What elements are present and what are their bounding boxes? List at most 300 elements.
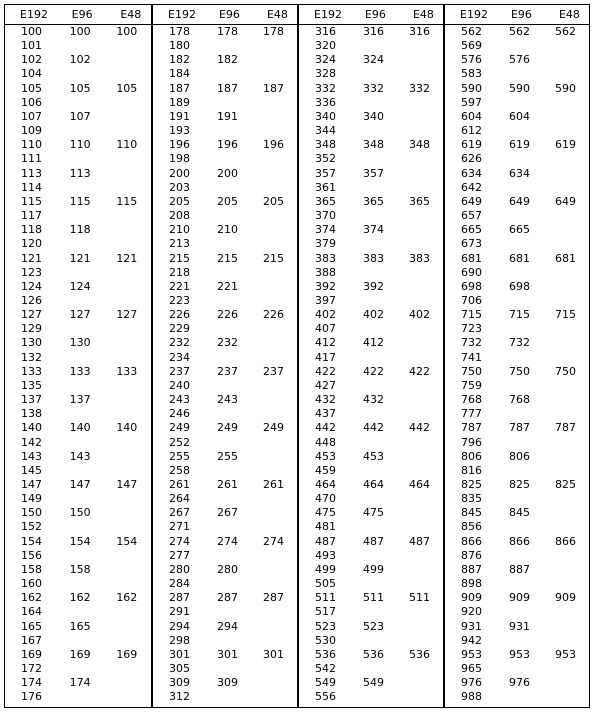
column-e48 [541, 25, 589, 707]
value-cell: 178 [262, 25, 284, 38]
block-body [445, 25, 589, 707]
value-cell [54, 181, 103, 195]
value-cell: 124 [69, 279, 91, 293]
value-cell: 184 [169, 67, 190, 81]
value-cell: 154 [69, 534, 91, 548]
value-cell [347, 549, 395, 563]
value-cell [102, 577, 151, 591]
value-cell: 499 [362, 562, 384, 576]
column-e192 [445, 25, 493, 707]
value-cell: 287 [262, 591, 284, 605]
value-cell: 619 [508, 138, 530, 152]
value-cell [347, 209, 395, 223]
value-cell [249, 181, 297, 195]
value-cell: 261 [262, 478, 284, 491]
value-cell [201, 690, 249, 704]
value-cell [102, 662, 151, 676]
value-cell [249, 379, 297, 393]
value-cell: 105 [69, 81, 91, 95]
value-cell: 309 [216, 676, 238, 690]
value-cell [347, 379, 395, 393]
value-cell [201, 549, 249, 563]
value-cell: 226 [169, 308, 190, 322]
value-cell [249, 563, 297, 577]
value-cell: 715 [508, 308, 530, 322]
value-cell [493, 464, 541, 478]
value-cell: 357 [315, 166, 336, 180]
value-cell: 856 [461, 520, 482, 534]
value-cell: 147 [116, 478, 138, 491]
value-cell: 499 [315, 562, 336, 576]
value-cell [102, 152, 151, 166]
value-cell: 107 [21, 109, 42, 123]
value-cell: 876 [461, 548, 482, 562]
value-cell [493, 294, 541, 308]
value-cell [201, 96, 249, 110]
value-cell [541, 39, 589, 53]
value-cell: 111 [21, 152, 42, 166]
value-cell [54, 96, 103, 110]
value-cell: 164 [21, 605, 42, 619]
value-cell [541, 67, 589, 81]
value-cell: 556 [315, 690, 336, 704]
value-cell: 576 [461, 53, 482, 67]
value-cell [347, 237, 395, 251]
value-cell [493, 605, 541, 619]
value-cell: 787 [508, 421, 530, 435]
header-row [299, 5, 443, 25]
value-cell: 102 [69, 53, 91, 67]
value-cell: 965 [461, 662, 482, 676]
value-cell: 383 [315, 251, 336, 265]
value-cell: 137 [21, 393, 42, 407]
column-header-e48: E48 [266, 8, 288, 21]
value-cell: 365 [315, 194, 336, 208]
value-cell: 240 [169, 378, 190, 392]
value-cell: 221 [216, 279, 238, 293]
value-cell: 417 [315, 350, 336, 364]
value-cell: 126 [21, 293, 42, 307]
value-cell: 316 [315, 25, 336, 38]
value-cell: 121 [116, 251, 138, 265]
value-cell: 698 [508, 279, 530, 293]
value-cell: 180 [169, 39, 190, 53]
value-cell: 205 [169, 194, 190, 208]
value-cell: 511 [315, 591, 336, 605]
value-cell: 255 [169, 449, 190, 463]
value-cell [54, 634, 103, 648]
value-cell [395, 96, 443, 110]
value-cell: 453 [315, 449, 336, 463]
value-cell [102, 690, 151, 704]
value-cell [54, 662, 103, 676]
value-cell [54, 237, 103, 251]
value-cell: 226 [262, 308, 284, 322]
value-cell [347, 690, 395, 704]
value-cell: 130 [69, 336, 91, 350]
column-e192 [299, 25, 347, 707]
value-cell: 887 [508, 562, 530, 576]
value-cell [395, 520, 443, 534]
value-cell [54, 464, 103, 478]
value-cell: 442 [408, 421, 430, 435]
block-body [153, 25, 297, 707]
column-header-e48: E48 [120, 8, 142, 21]
value-cell [347, 577, 395, 591]
value-cell: 124 [21, 279, 42, 293]
value-cell: 536 [362, 647, 384, 661]
value-cell [541, 620, 589, 634]
value-cell: 816 [461, 463, 482, 477]
value-cell [493, 520, 541, 534]
value-cell: 787 [461, 421, 482, 435]
value-cell: 383 [362, 251, 384, 265]
value-cell: 475 [315, 506, 336, 520]
value-cell: 267 [216, 506, 238, 520]
value-cell: 187 [169, 81, 190, 95]
value-cell: 487 [362, 534, 384, 548]
value-cell [541, 464, 589, 478]
value-cell: 149 [21, 492, 42, 506]
value-cell [102, 110, 151, 124]
value-cell: 237 [216, 364, 238, 378]
value-cell: 100 [69, 25, 91, 38]
value-cell: 258 [169, 463, 190, 477]
value-cell [395, 393, 443, 407]
value-cell: 154 [21, 534, 42, 548]
value-cell: 402 [315, 308, 336, 322]
value-cell [201, 662, 249, 676]
value-cell [201, 266, 249, 280]
column-header-e48: E48 [558, 8, 580, 21]
value-cell: 189 [169, 95, 190, 109]
value-cell [201, 209, 249, 223]
value-cell [249, 53, 297, 67]
value-cell: 397 [315, 293, 336, 307]
value-cell: 634 [508, 166, 530, 180]
value-cell: 169 [116, 647, 138, 661]
value-cell [102, 322, 151, 336]
value-cell: 154 [116, 534, 138, 548]
value-cell: 143 [21, 449, 42, 463]
value-cell: 162 [21, 591, 42, 605]
value-cell: 796 [461, 435, 482, 449]
value-cell: 866 [508, 534, 530, 548]
value-cell [347, 181, 395, 195]
value-cell [249, 620, 297, 634]
value-cell: 301 [262, 647, 284, 661]
value-cell: 152 [21, 520, 42, 534]
value-cell: 110 [21, 138, 42, 152]
column-header-e192: E192 [168, 8, 196, 21]
value-cell: 280 [169, 562, 190, 576]
value-cell [102, 379, 151, 393]
value-cell [201, 407, 249, 421]
value-cell [347, 407, 395, 421]
value-cell [102, 209, 151, 223]
value-cell: 274 [216, 534, 238, 548]
value-cell [249, 67, 297, 81]
value-cell: 130 [21, 336, 42, 350]
value-cell: 787 [554, 421, 576, 435]
value-cell [102, 53, 151, 67]
value-cell: 953 [508, 647, 530, 661]
value-cell [395, 662, 443, 676]
value-cell: 464 [408, 478, 430, 491]
value-cell [102, 39, 151, 53]
value-cell: 777 [461, 407, 482, 421]
value-cell [102, 351, 151, 365]
value-cell: 316 [362, 25, 384, 38]
value-cell [249, 393, 297, 407]
value-cell [541, 266, 589, 280]
value-cell [395, 280, 443, 294]
value-cell [347, 67, 395, 81]
value-cell [54, 266, 103, 280]
value-cell: 324 [362, 53, 384, 67]
value-cell [395, 379, 443, 393]
value-cell [493, 690, 541, 704]
value-cell: 267 [169, 506, 190, 520]
value-cell [395, 605, 443, 619]
value-cell: 232 [216, 336, 238, 350]
value-cell: 866 [554, 534, 576, 548]
value-cell [201, 634, 249, 648]
value-cell: 107 [69, 109, 91, 123]
value-cell: 196 [216, 138, 238, 152]
value-cell: 768 [461, 393, 482, 407]
value-cell: 150 [21, 506, 42, 520]
value-cell: 649 [508, 194, 530, 208]
value-cell: 156 [21, 548, 42, 562]
table-block-4 [443, 5, 589, 707]
value-cell [395, 294, 443, 308]
value-cell [201, 351, 249, 365]
value-cell: 422 [362, 364, 384, 378]
value-cell [395, 492, 443, 506]
value-cell [541, 237, 589, 251]
value-cell: 178 [169, 25, 190, 38]
value-cell: 174 [69, 676, 91, 690]
value-cell [395, 223, 443, 237]
value-cell [493, 266, 541, 280]
value-cell [493, 379, 541, 393]
value-cell: 121 [69, 251, 91, 265]
value-cell [249, 690, 297, 704]
value-cell: 898 [461, 577, 482, 591]
value-cell: 205 [216, 194, 238, 208]
value-cell: 294 [169, 619, 190, 633]
value-cell: 448 [315, 435, 336, 449]
value-cell [493, 322, 541, 336]
value-cell: 101 [21, 39, 42, 53]
value-cell: 100 [116, 25, 138, 38]
value-cell: 147 [69, 478, 91, 491]
value-cell: 681 [554, 251, 576, 265]
value-cell: 866 [461, 534, 482, 548]
column-e48 [249, 25, 297, 707]
value-cell [493, 351, 541, 365]
value-cell [249, 280, 297, 294]
value-cell: 143 [69, 449, 91, 463]
value-cell: 165 [69, 619, 91, 633]
value-cell [541, 96, 589, 110]
value-cell: 422 [408, 364, 430, 378]
value-cell: 374 [362, 223, 384, 237]
value-cell [102, 393, 151, 407]
value-cell [493, 436, 541, 450]
value-cell [395, 563, 443, 577]
value-cell: 316 [408, 25, 430, 38]
value-cell: 392 [362, 279, 384, 293]
value-cell [102, 124, 151, 138]
value-cell: 237 [169, 364, 190, 378]
column-e96 [54, 25, 103, 707]
value-cell [249, 209, 297, 223]
value-cell: 530 [315, 633, 336, 647]
value-cell: 271 [169, 520, 190, 534]
column-header-e192: E192 [314, 8, 342, 21]
value-cell: 205 [262, 194, 284, 208]
value-cell: 305 [169, 662, 190, 676]
value-cell: 127 [69, 308, 91, 322]
header-row [445, 5, 589, 25]
value-cell [54, 492, 103, 506]
value-cell: 165 [21, 619, 42, 633]
value-cell [395, 167, 443, 181]
value-cell [201, 67, 249, 81]
value-cell: 562 [508, 25, 530, 38]
value-cell [102, 563, 151, 577]
value-cell [395, 407, 443, 421]
value-cell: 160 [21, 577, 42, 591]
value-cell: 280 [216, 562, 238, 576]
table-block-3 [297, 5, 443, 707]
value-cell [541, 436, 589, 450]
value-cell: 427 [315, 378, 336, 392]
value-cell: 158 [69, 562, 91, 576]
value-cell: 741 [461, 350, 482, 364]
value-cell [541, 167, 589, 181]
value-cell [249, 124, 297, 138]
value-cell: 203 [169, 180, 190, 194]
value-cell: 432 [315, 393, 336, 407]
value-cell [102, 280, 151, 294]
value-cell: 261 [169, 478, 190, 491]
value-cell [395, 549, 443, 563]
value-cell [201, 436, 249, 450]
value-cell: 931 [508, 619, 530, 633]
value-cell: 213 [169, 237, 190, 251]
value-cell: 590 [461, 81, 482, 95]
value-cell [541, 520, 589, 534]
value-cell: 226 [216, 308, 238, 322]
value-cell: 909 [554, 591, 576, 605]
value-cell: 150 [69, 506, 91, 520]
value-cell [541, 53, 589, 67]
value-cell: 642 [461, 180, 482, 194]
value-cell: 536 [315, 647, 336, 661]
value-cell [201, 379, 249, 393]
value-cell [102, 676, 151, 690]
value-cell [54, 39, 103, 53]
value-cell: 612 [461, 124, 482, 138]
value-cell [493, 152, 541, 166]
column-e192 [153, 25, 201, 707]
value-cell: 383 [408, 251, 430, 265]
value-cell [395, 351, 443, 365]
value-cell [102, 181, 151, 195]
value-cell [541, 506, 589, 520]
value-cell: 118 [21, 223, 42, 237]
value-cell [541, 407, 589, 421]
value-cell: 336 [315, 95, 336, 109]
column-header-e96: E96 [510, 8, 532, 21]
value-cell: 169 [69, 647, 91, 661]
value-cell: 511 [362, 591, 384, 605]
value-cell: 732 [508, 336, 530, 350]
value-cell [395, 209, 443, 223]
value-cell [54, 549, 103, 563]
value-cell: 690 [461, 265, 482, 279]
value-cell: 681 [461, 251, 482, 265]
value-cell [541, 152, 589, 166]
value-cell: 328 [315, 67, 336, 81]
value-cell: 750 [508, 364, 530, 378]
value-cell [249, 506, 297, 520]
value-cell: 619 [554, 138, 576, 152]
value-cell: 649 [554, 194, 576, 208]
value-cell [395, 464, 443, 478]
column-e96 [493, 25, 541, 707]
value-cell: 215 [216, 251, 238, 265]
value-cell [249, 605, 297, 619]
value-cell [347, 520, 395, 534]
value-cell: 357 [362, 166, 384, 180]
value-cell: 487 [315, 534, 336, 548]
value-cell: 221 [169, 279, 190, 293]
value-cell [201, 605, 249, 619]
value-cell: 118 [69, 223, 91, 237]
value-cell: 162 [69, 591, 91, 605]
value-cell: 187 [262, 81, 284, 95]
value-cell: 422 [315, 364, 336, 378]
value-cell [347, 266, 395, 280]
value-cell: 976 [461, 676, 482, 690]
value-cell: 109 [21, 124, 42, 138]
value-cell [541, 690, 589, 704]
value-cell [249, 237, 297, 251]
value-cell: 332 [362, 81, 384, 95]
value-cell: 264 [169, 492, 190, 506]
value-cell [249, 322, 297, 336]
value-cell: 370 [315, 209, 336, 223]
value-cell [249, 464, 297, 478]
value-cell: 340 [362, 109, 384, 123]
value-cell: 309 [169, 676, 190, 690]
value-cell: 106 [21, 95, 42, 109]
value-cell: 312 [169, 690, 190, 704]
value-cell: 340 [315, 109, 336, 123]
value-cell [249, 336, 297, 350]
value-cell: 825 [508, 478, 530, 491]
value-cell: 200 [169, 166, 190, 180]
value-cell [395, 322, 443, 336]
value-cell: 909 [461, 591, 482, 605]
value-cell [493, 237, 541, 251]
value-cell: 158 [21, 562, 42, 576]
value-cell [201, 124, 249, 138]
